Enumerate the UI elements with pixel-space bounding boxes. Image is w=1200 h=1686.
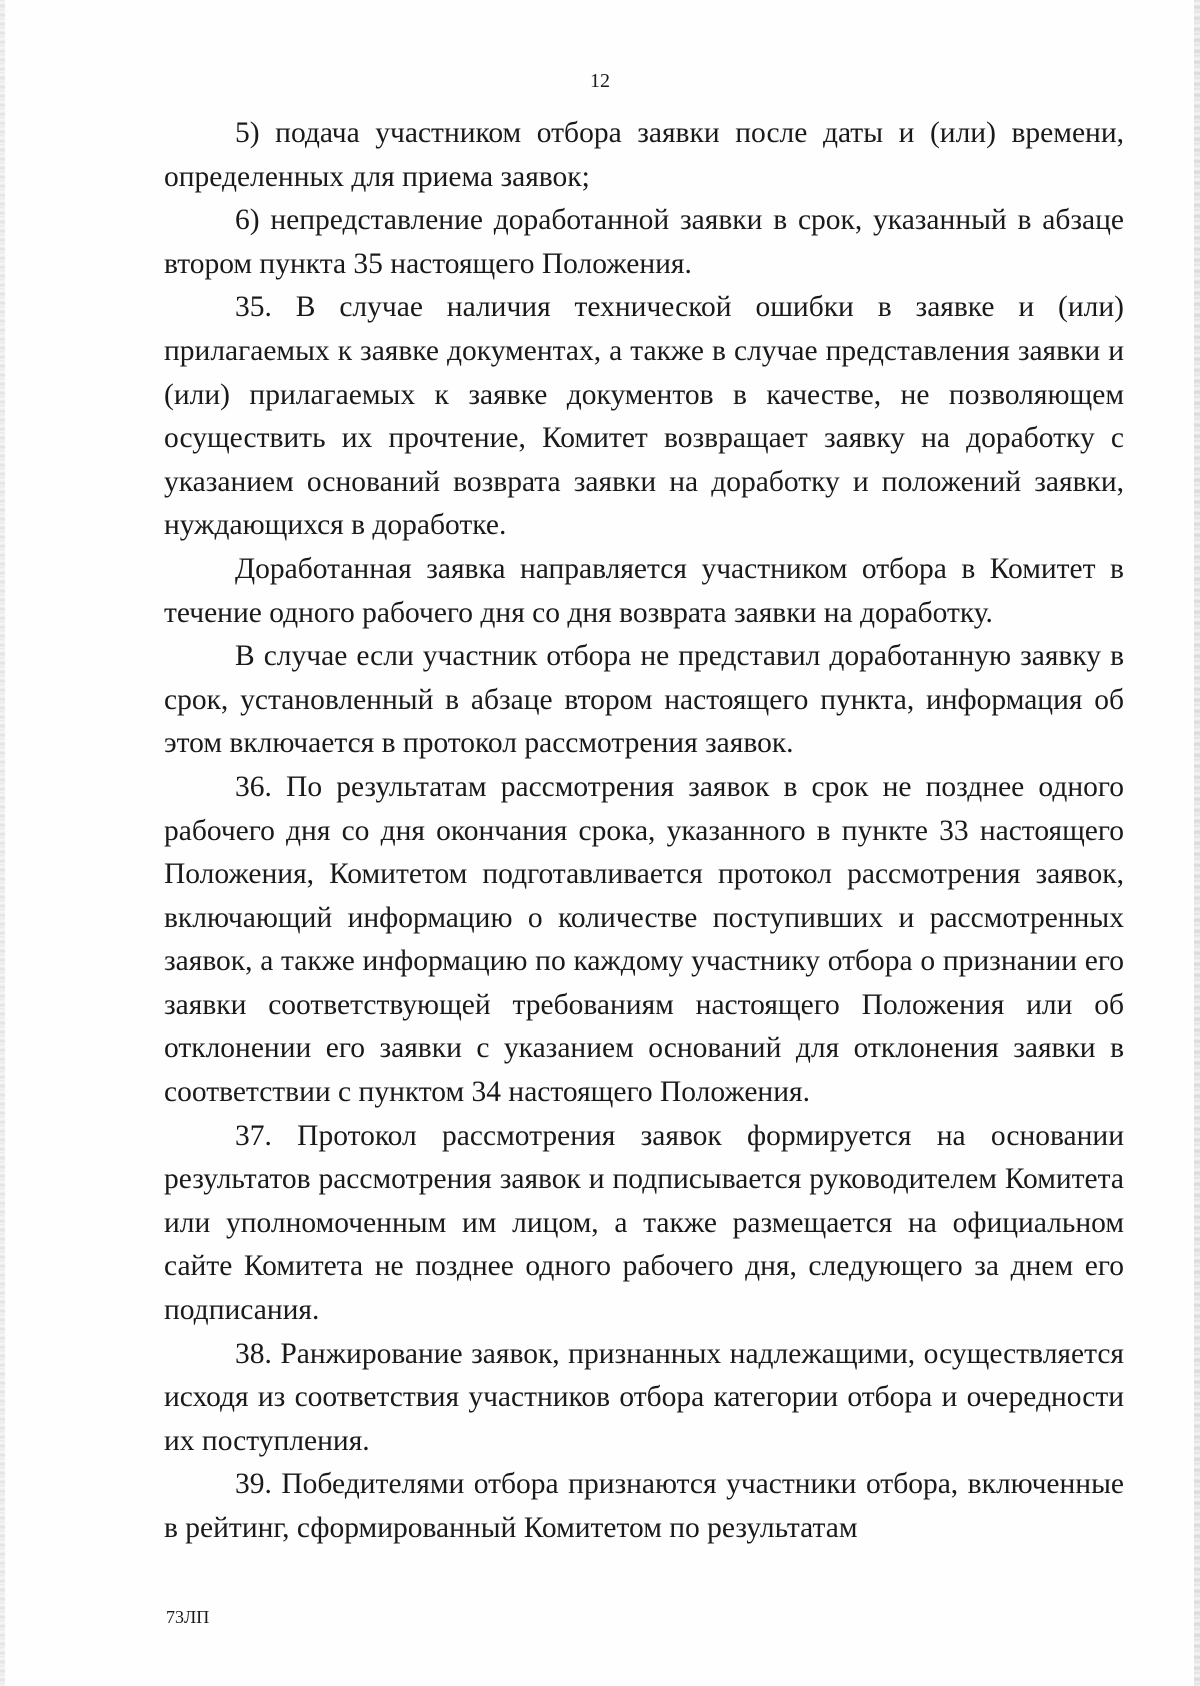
paragraph-item-6: 6) непредставление доработанной заявки в срок, указанный в абзаце втором пункта 35 настоящего Положения. [164, 204, 1124, 280]
paragraph-clause-35-third: В случае если участник отбора не представил доработанную заявку в срок, установленный в абзаце втором настоящего пункта, информация об этом включается в протокол рассмотрения заявок. [164, 640, 1124, 760]
scan-edge-left [0, 0, 5, 1686]
footer-document-code: 73ЛП [166, 1607, 210, 1627]
paragraph-clause-35-second: Доработанная заявка направляется участником отбора в Комитет в течение одного рабочего дня со дня возврата заявки на доработку. [164, 552, 1124, 629]
paragraph-item-5: 5) подача участником отбора заявки после даты и (или) времени, определенных для приема заявок; [164, 117, 1124, 193]
paragraph-clause-35: 35. В случае наличия технической ошибки в заявке и (или) прилагаемых к заявке документах, а также в случае представления заявки и (или) прилагаемых к заявке документов в качестве, не позволяющем осуществить их прочтение, Комитет возвращает заявку на доработку с указанием оснований возврата заявки на доработку и положений заявки, нуждающихся в доработке. [164, 291, 1124, 542]
page-number: 12 [590, 70, 610, 92]
scan-edge-right [1194, 0, 1200, 1686]
document-body [164, 112, 1124, 1551]
paragraph-clause-38: 38. Ранжирование заявок, признанных надлежащими, осуществляется исходя из соответствия участников отбора категории отбора и очередности их поступления. [164, 1337, 1124, 1457]
paragraph-clause-37: 37. Протокол рассмотрения заявок формируется на основании результатов рассмотрения заявок и подписывается руководителем Комитета или уполномоченным им лицом, а также размещается на официальном сайте Комитета не позднее одного рабочего дня, следующего за днем его подписания. [164, 1119, 1124, 1327]
paragraph-clause-39: 39. Победителями отбора признаются участники отбора, включенные в рейтинг, сформированный Комитетом по результатам [164, 1468, 1124, 1544]
paragraph-clause-36: 36. По результатам рассмотрения заявок в срок не позднее одного рабочего дня со дня окончания срока, указанного в пункте 33 настоящего Положения, Комитетом подготавливается протокол рассмотрения заявок, включающий информацию о количестве поступивших и рассмотренных заявок, а также информацию по каждому участнику отбора о признании его заявки соответствующей требованиям настоящего Положения или об отклонении его заявки с указанием оснований для отклонения заявки в соответствии с пунктом 34 настоящего Положения. [164, 770, 1124, 1109]
